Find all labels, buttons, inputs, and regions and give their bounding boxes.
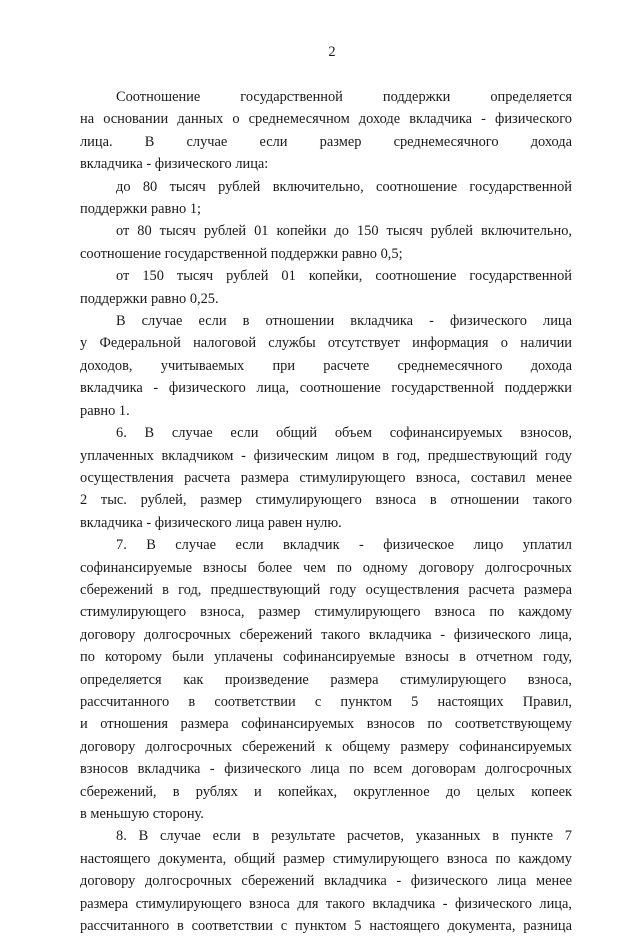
text-line: 2 тыс. рублей, размер стимулирующего взноса в отношении такого — [80, 492, 572, 509]
text-line: 8. В случае если в результате расчетов, указанных в пункте 7 — [116, 828, 572, 845]
paragraph — [80, 220, 572, 265]
paragraph — [80, 534, 572, 825]
text-line: и отношения размера софинансируемых взносов по соответствующему — [80, 716, 572, 733]
text-line: вкладчика - физического лица, соотношение государственной поддержки — [80, 380, 572, 397]
text-line: уплаченных вкладчиком - физическим лицом в год, предшествующий году — [80, 447, 572, 464]
paragraph — [80, 422, 572, 534]
text-line: поддержки равно 1; — [80, 201, 202, 218]
text-line: 6. В случае если общий объем софинансируемых взносов, — [116, 425, 572, 442]
text-line: настоящего документа, общий размер стимулирующего взноса по каждому — [80, 850, 572, 867]
text-line: сбережений в год, предшествующий году осуществления расчета размера — [80, 581, 572, 598]
text-line: лица. В случае если размер среднемесячного дохода — [80, 133, 572, 150]
text-line: В случае если в отношении вкладчика - физического лица — [116, 313, 572, 330]
text-line: 7. В случае если вкладчик - физическое лицо уплатил — [116, 537, 572, 554]
text-line: размера стимулирующего взноса для такого вкладчика - физического лица, — [80, 895, 572, 912]
text-line: до 80 тысяч рублей включительно, соотношение государственной — [116, 178, 572, 195]
document-body — [80, 86, 572, 937]
text-line: в меньшую сторону. — [80, 806, 204, 822]
paragraph — [80, 86, 572, 176]
text-line: от 80 тысяч рублей 01 копейки до 150 тысяч рублей включительно, — [116, 223, 572, 240]
paragraph — [80, 310, 572, 422]
text-line: софинансируемые взносы более чем по одному договору долгосрочных — [80, 559, 572, 576]
text-line: у Федеральной налоговой службы отсутствует информация о наличии — [80, 335, 572, 352]
text-line: определяется как произведение размера стимулирующего взноса, — [80, 671, 572, 688]
text-line: доходов, учитываемых при расчете среднемесячного дохода — [80, 357, 572, 374]
text-line: по которому были уплачены софинансируемые взносы в отчетном году, — [80, 649, 572, 666]
paragraph — [80, 265, 572, 310]
text-line: осуществления расчета размера стимулирующего взноса, составил менее — [80, 469, 572, 486]
text-line: сбережений, в рублях и копейках, округленное до целых копеек — [80, 783, 572, 800]
text-line: поддержки равно 0,25. — [80, 290, 219, 307]
text-line: вкладчика - физического лица равен нулю. — [80, 514, 342, 531]
text-line: договору долгосрочных сбережений к общему размеру софинансируемых — [80, 738, 572, 755]
text-line: рассчитанного в соответствии с пунктом 5 настоящих Правил, — [80, 693, 572, 710]
text-line: равно 1. — [80, 402, 130, 419]
text-line: Соотношение государственной поддержки определяется — [116, 89, 572, 105]
text-line: стимулирующего взноса, размер стимулирующего взноса по каждому — [80, 604, 572, 621]
text-line: на основании данных о среднемесячном доходе вкладчика - физического — [80, 111, 572, 128]
text-line: рассчитанного в соответствии с пунктом 5 настоящего документа, разница — [80, 918, 572, 935]
text-line: соотношение государственной поддержки равно 0,5; — [80, 245, 403, 262]
text-line: вкладчика - физического лица: — [80, 156, 269, 173]
text-line: договору долгосрочных сбережений такого вкладчика - физического лица, — [80, 626, 572, 643]
text-line: от 150 тысяч рублей 01 копейки, соотношение государственной — [116, 268, 572, 285]
page-number: 2 — [328, 44, 336, 60]
paragraph — [80, 825, 572, 937]
paragraph — [80, 176, 572, 221]
text-line: взносов вкладчика - физического лица по всем договорам долгосрочных — [80, 761, 572, 778]
text-line: договору долгосрочных сбережений вкладчика - физического лица менее — [80, 873, 572, 890]
